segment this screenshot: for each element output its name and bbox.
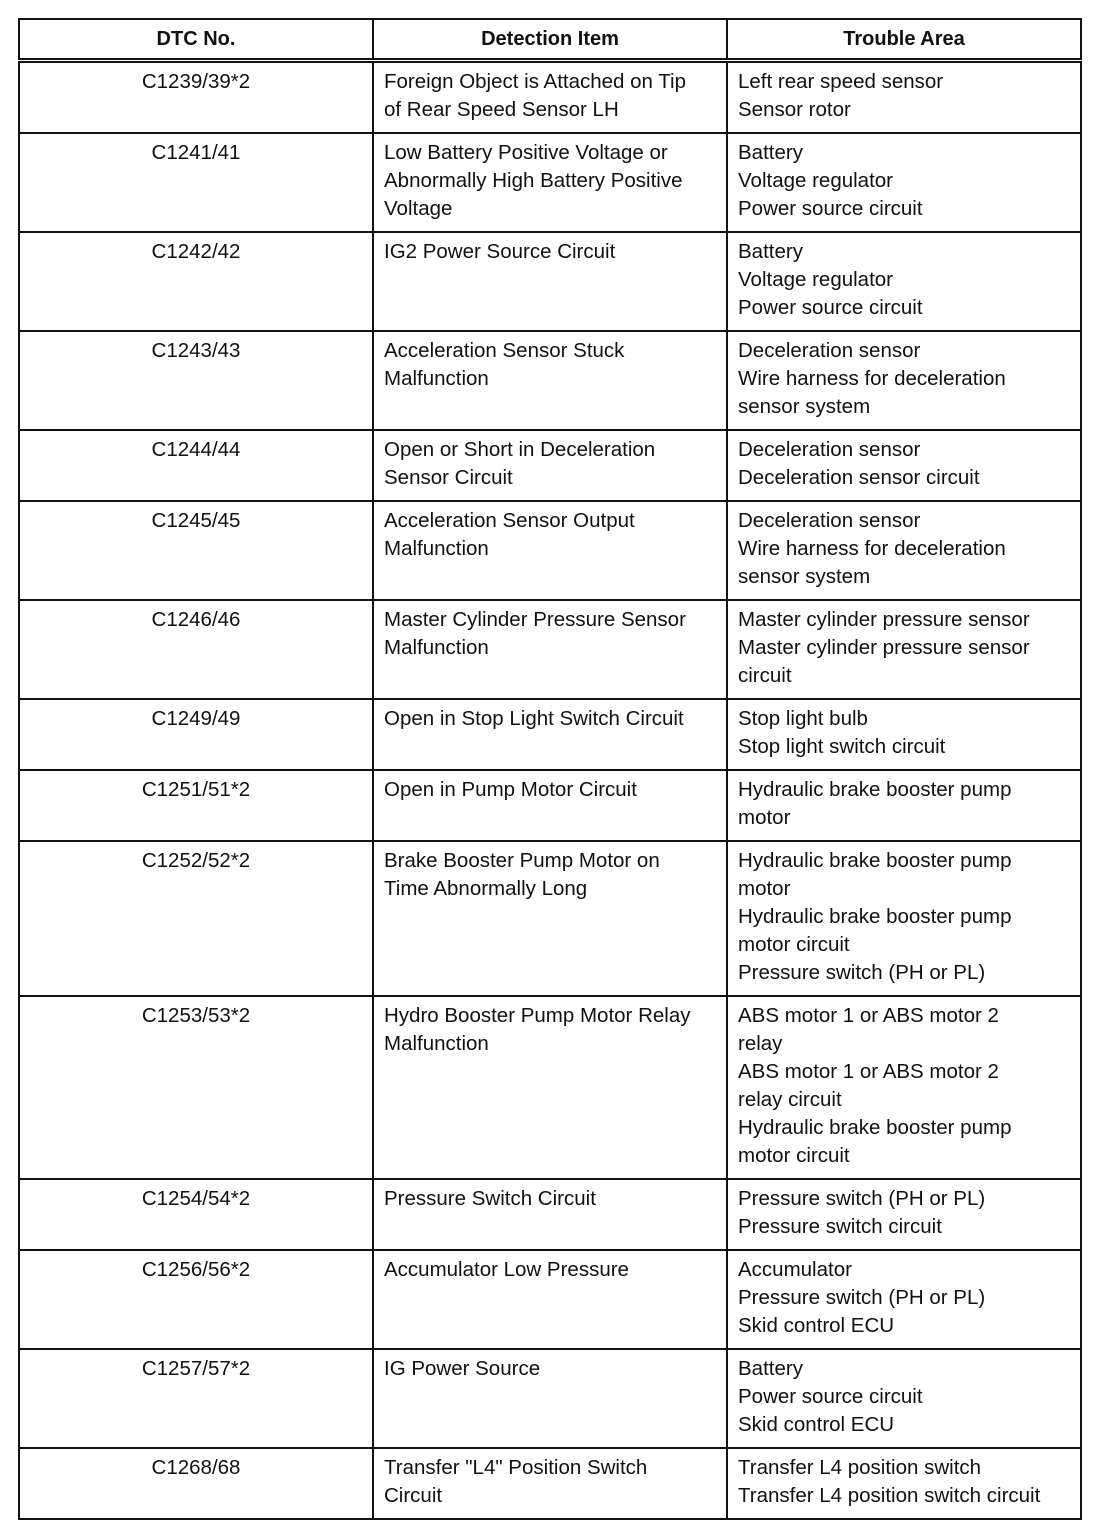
trouble-area-line: circuit bbox=[738, 664, 792, 687]
detection-item-cell bbox=[373, 1448, 727, 1519]
detection-item-line: Acceleration Sensor Stuck bbox=[384, 339, 625, 362]
trouble-area-line: Pressure switch (PH or PL) bbox=[738, 961, 986, 984]
detection-item-line: IG2 Power Source Circuit bbox=[384, 240, 616, 263]
trouble-area-line: Pressure switch (PH or PL) bbox=[738, 1187, 986, 1210]
dtc-code: C1251/51*2 bbox=[141, 778, 251, 801]
table-row bbox=[19, 331, 1081, 430]
trouble-area-line: Hydraulic brake booster pump bbox=[738, 905, 1012, 928]
trouble-area-cell bbox=[727, 770, 1081, 841]
dtc-code-cell bbox=[19, 699, 373, 770]
dtc-code-cell bbox=[19, 430, 373, 501]
trouble-area-cell bbox=[727, 133, 1081, 232]
trouble-area-line: Battery bbox=[738, 1357, 803, 1380]
dtc-code-cell bbox=[19, 841, 373, 996]
table-body bbox=[19, 61, 1081, 1520]
trouble-area-line: Power source circuit bbox=[738, 1385, 923, 1408]
trouble-area-line: Transfer L4 position switch bbox=[738, 1456, 982, 1479]
dtc-code-cell bbox=[19, 1179, 373, 1250]
trouble-area-line: Deceleration sensor bbox=[738, 509, 921, 532]
dtc-code-cell bbox=[19, 331, 373, 430]
dtc-code: C1242/42 bbox=[151, 240, 241, 263]
detection-item-cell bbox=[373, 841, 727, 996]
detection-item-line: Low Battery Positive Voltage or bbox=[384, 141, 668, 164]
trouble-area-line: Battery bbox=[738, 240, 803, 263]
detection-item-line: of Rear Speed Sensor LH bbox=[384, 98, 619, 121]
trouble-area-line: sensor system bbox=[738, 565, 871, 588]
detection-item-cell bbox=[373, 699, 727, 770]
detection-item-line: Malfunction bbox=[384, 537, 489, 560]
trouble-area-line: Deceleration sensor bbox=[738, 438, 921, 461]
trouble-area-cell bbox=[727, 232, 1081, 331]
dtc-code: C1252/52*2 bbox=[141, 849, 251, 872]
dtc-code: C1256/56*2 bbox=[141, 1258, 251, 1281]
dtc-code: C1253/53*2 bbox=[141, 1004, 251, 1027]
detection-item-line: Voltage bbox=[384, 197, 453, 220]
detection-item-cell bbox=[373, 501, 727, 600]
detection-item-cell bbox=[373, 430, 727, 501]
trouble-area-line: Hydraulic brake booster pump bbox=[738, 849, 1012, 872]
trouble-area-line: Transfer L4 position switch circuit bbox=[738, 1484, 1041, 1507]
detection-item-line: Pressure Switch Circuit bbox=[384, 1187, 596, 1210]
trouble-area-line: ABS motor 1 or ABS motor 2 bbox=[738, 1060, 999, 1083]
trouble-area-cell bbox=[727, 430, 1081, 501]
detection-item-cell bbox=[373, 1179, 727, 1250]
dtc-code-cell bbox=[19, 996, 373, 1179]
header-detection-item: Detection Item bbox=[373, 19, 727, 61]
dtc-code-cell bbox=[19, 133, 373, 232]
detection-item-cell bbox=[373, 1250, 727, 1349]
detection-item-line: Open in Stop Light Switch Circuit bbox=[384, 707, 684, 730]
dtc-code: C1246/46 bbox=[151, 608, 241, 631]
detection-item-line: Time Abnormally Long bbox=[384, 877, 588, 900]
table-row bbox=[19, 996, 1081, 1179]
trouble-area-line: Pressure switch (PH or PL) bbox=[738, 1286, 986, 1309]
trouble-area-cell bbox=[727, 61, 1081, 134]
trouble-area-line: Power source circuit bbox=[738, 197, 923, 220]
detection-item-line: Foreign Object is Attached on Tip bbox=[384, 70, 686, 93]
trouble-area-cell bbox=[727, 1349, 1081, 1448]
trouble-area-line: Master cylinder pressure sensor bbox=[738, 636, 1030, 659]
table-row bbox=[19, 501, 1081, 600]
table-row bbox=[19, 1448, 1081, 1519]
detection-item-line: Malfunction bbox=[384, 367, 489, 390]
trouble-area-line: relay circuit bbox=[738, 1088, 842, 1111]
dtc-code-cell bbox=[19, 1448, 373, 1519]
trouble-area-line: Deceleration sensor circuit bbox=[738, 466, 980, 489]
detection-item-cell bbox=[373, 996, 727, 1179]
table-row bbox=[19, 841, 1081, 996]
dtc-code: C1241/41 bbox=[151, 141, 241, 164]
trouble-area-line: motor circuit bbox=[738, 1144, 850, 1167]
trouble-area-cell bbox=[727, 1448, 1081, 1519]
trouble-area-line: Accumulator bbox=[738, 1258, 852, 1281]
trouble-area-line: motor bbox=[738, 877, 791, 900]
detection-item-line: Accumulator Low Pressure bbox=[384, 1258, 629, 1281]
trouble-area-line: Pressure switch circuit bbox=[738, 1215, 942, 1238]
dtc-code-cell bbox=[19, 61, 373, 134]
trouble-area-line: Skid control ECU bbox=[738, 1314, 895, 1337]
trouble-area-cell bbox=[727, 841, 1081, 996]
detection-item-cell bbox=[373, 61, 727, 134]
trouble-area-cell bbox=[727, 996, 1081, 1179]
detection-item-cell bbox=[373, 133, 727, 232]
trouble-area-line: Deceleration sensor bbox=[738, 339, 921, 362]
detection-item-line: Brake Booster Pump Motor on bbox=[384, 849, 660, 872]
trouble-area-line: Stop light bulb bbox=[738, 707, 868, 730]
detection-item-line: Sensor Circuit bbox=[384, 466, 513, 489]
trouble-area-line: Hydraulic brake booster pump bbox=[738, 778, 1012, 801]
trouble-area-line: Left rear speed sensor bbox=[738, 70, 944, 93]
trouble-area-line: Sensor rotor bbox=[738, 98, 851, 121]
detection-item-line: Malfunction bbox=[384, 636, 489, 659]
trouble-area-cell bbox=[727, 699, 1081, 770]
table-row bbox=[19, 1179, 1081, 1250]
dtc-code: C1245/45 bbox=[151, 509, 241, 532]
detection-item-cell bbox=[373, 1349, 727, 1448]
dtc-code-cell bbox=[19, 232, 373, 331]
trouble-area-line: Wire harness for deceleration bbox=[738, 367, 1006, 390]
detection-item-line: Hydro Booster Pump Motor Relay bbox=[384, 1004, 691, 1027]
table-row bbox=[19, 770, 1081, 841]
table-row bbox=[19, 232, 1081, 331]
detection-item-cell bbox=[373, 331, 727, 430]
dtc-code: C1254/54*2 bbox=[141, 1187, 251, 1210]
trouble-area-cell bbox=[727, 331, 1081, 430]
table-row bbox=[19, 1250, 1081, 1349]
trouble-area-line: Battery bbox=[738, 141, 803, 164]
table-row bbox=[19, 699, 1081, 770]
detection-item-cell bbox=[373, 232, 727, 331]
trouble-area-line: ABS motor 1 or ABS motor 2 bbox=[738, 1004, 999, 1027]
trouble-area-line: Voltage regulator bbox=[738, 169, 894, 192]
detection-item-cell bbox=[373, 770, 727, 841]
table-row bbox=[19, 133, 1081, 232]
trouble-area-line: Voltage regulator bbox=[738, 268, 894, 291]
trouble-area-cell bbox=[727, 501, 1081, 600]
trouble-area-line: Wire harness for deceleration bbox=[738, 537, 1006, 560]
table-row bbox=[19, 600, 1081, 699]
dtc-code: C1249/49 bbox=[151, 707, 241, 730]
header-dtc-no: DTC No. bbox=[19, 19, 373, 61]
trouble-area-line: Power source circuit bbox=[738, 296, 923, 319]
trouble-area-line: Stop light switch circuit bbox=[738, 735, 946, 758]
dtc-code: C1244/44 bbox=[151, 438, 241, 461]
dtc-code: C1268/68 bbox=[151, 1456, 241, 1479]
dtc-code-cell bbox=[19, 1250, 373, 1349]
table-row bbox=[19, 61, 1081, 134]
trouble-area-line: relay bbox=[738, 1032, 783, 1055]
detection-item-line: Abnormally High Battery Positive bbox=[384, 169, 683, 192]
trouble-area-line: Master cylinder pressure sensor bbox=[738, 608, 1030, 631]
dtc-code-cell bbox=[19, 1349, 373, 1448]
trouble-area-line: Skid control ECU bbox=[738, 1413, 895, 1436]
trouble-area-cell bbox=[727, 600, 1081, 699]
detection-item-line: IG Power Source bbox=[384, 1357, 541, 1380]
detection-item-line: Open or Short in Deceleration bbox=[384, 438, 656, 461]
table-row bbox=[19, 430, 1081, 501]
dtc-code-cell bbox=[19, 770, 373, 841]
trouble-area-cell bbox=[727, 1179, 1081, 1250]
dtc-code: C1239/39*2 bbox=[141, 70, 251, 93]
trouble-area-line: sensor system bbox=[738, 395, 871, 418]
detection-item-cell bbox=[373, 600, 727, 699]
table-row bbox=[19, 1349, 1081, 1448]
trouble-area-line: motor circuit bbox=[738, 933, 850, 956]
detection-item-line: Transfer "L4" Position Switch bbox=[384, 1456, 648, 1479]
detection-item-line: Open in Pump Motor Circuit bbox=[384, 778, 637, 801]
detection-item-line: Malfunction bbox=[384, 1032, 489, 1055]
trouble-area-line: motor bbox=[738, 806, 791, 829]
detection-item-line: Master Cylinder Pressure Sensor bbox=[384, 608, 686, 631]
dtc-code-cell bbox=[19, 600, 373, 699]
header-trouble-area: Trouble Area bbox=[727, 19, 1081, 61]
table-header-row bbox=[19, 19, 1081, 61]
detection-item-line: Circuit bbox=[384, 1484, 443, 1507]
dtc-code: C1243/43 bbox=[151, 339, 241, 362]
trouble-area-cell bbox=[727, 1250, 1081, 1349]
detection-item-line: Acceleration Sensor Output bbox=[384, 509, 635, 532]
trouble-area-line: Hydraulic brake booster pump bbox=[738, 1116, 1012, 1139]
dtc-code: C1257/57*2 bbox=[141, 1357, 251, 1380]
dtc-code-cell bbox=[19, 501, 373, 600]
dtc-table bbox=[18, 18, 1082, 1520]
